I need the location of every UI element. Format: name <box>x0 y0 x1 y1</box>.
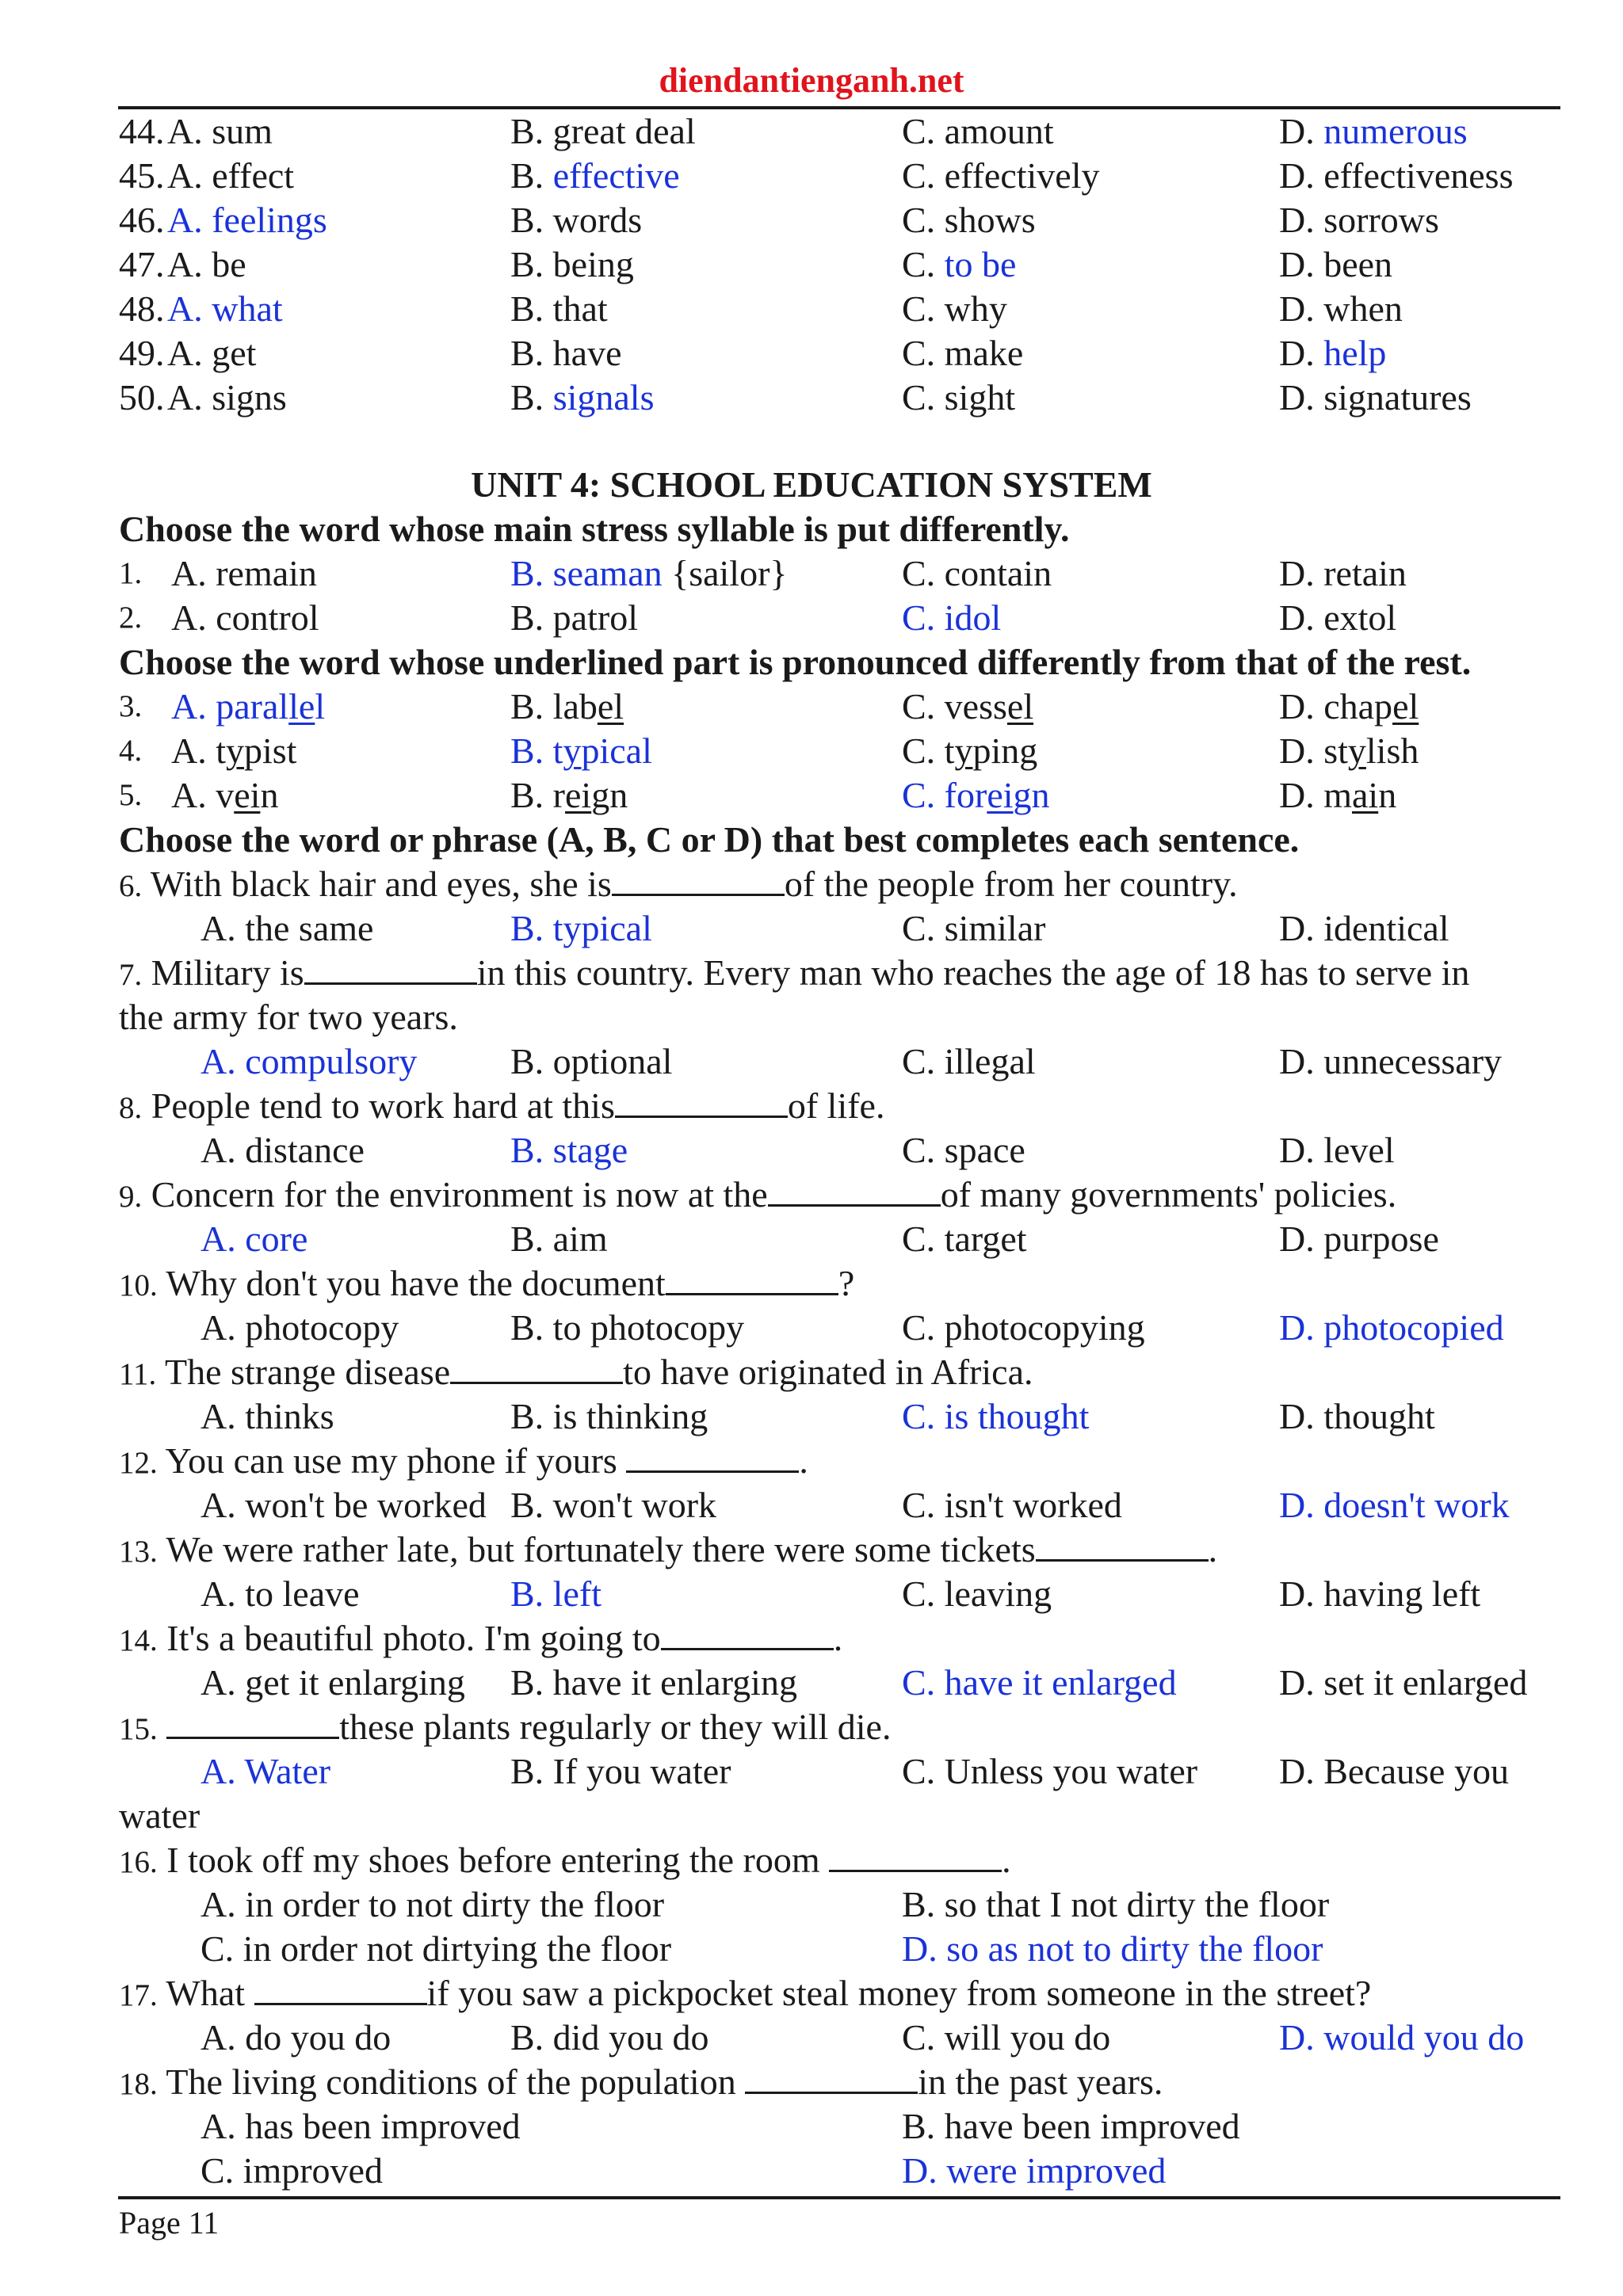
answer-blank <box>1036 1527 1209 1562</box>
answer-row <box>0 242 1623 287</box>
option-a: A. in order to not dirty the floor <box>200 1884 665 1924</box>
item-number: 48. <box>119 288 165 329</box>
option-b: B. won't work <box>510 1485 717 1525</box>
unit-title: UNIT 4: SCHOOL EDUCATION SYSTEM <box>471 464 1152 505</box>
option-a: A. signs <box>167 377 287 418</box>
option-c: C. to be <box>902 244 1017 284</box>
option-d: D. been <box>1279 244 1393 284</box>
option-b: B. signals <box>510 377 655 418</box>
option-b: B. so that I not dirty the floor <box>902 1884 1330 1924</box>
option-a: A. parallel <box>171 686 326 727</box>
question-options <box>0 551 1623 596</box>
item-number: 45. <box>119 155 165 196</box>
option-a: A. get <box>167 333 257 373</box>
option-b: B. is thinking <box>510 1396 708 1436</box>
option-a: A. photocopy <box>200 1307 399 1348</box>
option-d: D. stylish <box>1279 730 1419 771</box>
option-d: D. when <box>1279 288 1403 329</box>
option-a: A. do you do <box>200 2017 391 2058</box>
option-d: D. sorrows <box>1279 200 1439 240</box>
option-d: D. so as not to dirty the floor <box>902 1928 1323 1969</box>
item-number: 3. <box>119 689 143 723</box>
answer-blank <box>254 1971 427 2005</box>
answer-blank <box>304 951 477 985</box>
option-a: A. sum <box>167 111 273 151</box>
question-options <box>0 906 1623 951</box>
instruction-complete: Choose the word or phrase (A, B, C or D) that best completes each sentence. <box>119 819 1300 860</box>
answer-blank <box>666 1261 838 1295</box>
option-b: B. have <box>510 333 622 373</box>
footer-rule <box>118 2196 1560 2199</box>
option-a: A. has been improved <box>200 2106 521 2146</box>
option-a: A. remain <box>171 553 317 593</box>
item-number: 4. <box>119 734 143 768</box>
option-c: C. foreign <box>902 775 1050 815</box>
option-note: {sailor} <box>662 553 788 593</box>
answer-row <box>0 287 1623 331</box>
instruction-stress: Choose the word whose main stress syllable is put differently. <box>119 509 1070 549</box>
option-c: C. similar <box>902 908 1046 948</box>
option-b: B. effective <box>510 155 680 196</box>
option-c: C. make <box>902 333 1024 373</box>
question-stem: 8. People tend to work hard at this of life. <box>119 1085 885 1126</box>
option-b: B. If you water <box>510 1751 731 1791</box>
question-stem: 14. It's a beautiful photo. I'm going to . <box>119 1618 843 1658</box>
option-d: D. chapel <box>1279 686 1419 727</box>
question-stem: 15. these plants regularly or they will die. <box>119 1707 892 1747</box>
correct-answer: numerous <box>1323 111 1468 151</box>
item-number: 49. <box>119 333 165 373</box>
question-stem: 17. What if you saw a pickpocket steal money from someone in the street? <box>119 1973 1372 2013</box>
option-c: C. will you do <box>902 2017 1111 2058</box>
option-b: B. typical <box>510 908 652 948</box>
question-options <box>0 1039 1623 1084</box>
question-options <box>0 1217 1623 1261</box>
answer-blank <box>626 1439 799 1473</box>
item-number: 5. <box>119 778 143 812</box>
option-a: A. feelings <box>167 200 327 240</box>
option-b: B. being <box>510 244 634 284</box>
option-c: C. illegal <box>902 1041 1036 1081</box>
option-a: A. won't be worked <box>200 1485 487 1525</box>
option-a: A. Water <box>200 1751 331 1791</box>
item-number: 47. <box>119 244 165 284</box>
question-options <box>0 1927 1623 1971</box>
question-options <box>0 729 1623 773</box>
option-c: C. typing <box>902 730 1038 771</box>
option-b: B. have been improved <box>902 2106 1240 2146</box>
question-options <box>0 596 1623 640</box>
answer-blank <box>829 1838 1002 1872</box>
option-a: A. get it enlarging <box>200 1662 465 1703</box>
answer-blank <box>166 1705 339 1739</box>
correct-answer: help <box>1323 333 1387 373</box>
option-b: B. left <box>510 1573 601 1614</box>
option-b: B. words <box>510 200 643 240</box>
answer-blank <box>768 1173 941 1207</box>
option-b: B. typical <box>510 730 652 771</box>
option-c: C. Unless you water <box>902 1751 1198 1791</box>
option-a: A. be <box>167 244 246 284</box>
option-d: D. help <box>1279 333 1387 373</box>
option-c: C. improved <box>200 2150 383 2191</box>
option-b: B. have it enlarging <box>510 1662 797 1703</box>
option-c: C. contain <box>902 553 1052 593</box>
question-options <box>0 1483 1623 1527</box>
question-options <box>0 1306 1623 1350</box>
item-number: 2. <box>119 601 143 635</box>
site-title: diendantienganh.net <box>659 61 964 100</box>
answer-blank <box>661 1616 834 1650</box>
option-c: C. vessel <box>902 686 1034 727</box>
question-stem: 12. You can use my phone if yours . <box>119 1440 808 1481</box>
option-d: D. signatures <box>1279 377 1472 418</box>
option-b: B. to photocopy <box>510 1307 745 1348</box>
option-b: B. patrol <box>510 597 638 638</box>
option-d: D. identical <box>1279 908 1449 948</box>
question-options <box>0 2149 1623 2193</box>
option-d: D. doesn't work <box>1279 1485 1510 1525</box>
option-a: A. what <box>167 288 283 329</box>
item-number: 46. <box>119 200 165 240</box>
option-c: C. is thought <box>902 1396 1090 1436</box>
question-options <box>0 773 1623 818</box>
option-continued: water <box>119 1795 200 1836</box>
answer-row <box>0 198 1623 242</box>
question-stem: 6. With black hair and eyes, she is of the people from her country. <box>119 864 1238 904</box>
option-c: C. why <box>902 288 1007 329</box>
correct-answer: B. seaman <box>510 553 663 593</box>
option-a: A. thinks <box>200 1396 334 1436</box>
question-options <box>0 2016 1623 2060</box>
question-stem-continued: the army for two years. <box>119 997 458 1037</box>
question-stem: 13. We were rather late, but fortunately there were some tickets . <box>119 1529 1218 1569</box>
option-b: B. optional <box>510 1041 673 1081</box>
option-b: B. stage <box>510 1130 628 1170</box>
option-d: D. numerous <box>1279 111 1468 151</box>
instruction-pronunciation: Choose the word whose underlined part is pronounced differently from that of the rest. <box>119 642 1472 682</box>
question-options <box>0 1749 1623 1794</box>
question-options <box>0 1882 1623 1927</box>
question-stem: 10. Why don't you have the document ? <box>119 1263 855 1303</box>
option-c: C. leaving <box>902 1573 1052 1614</box>
question-stem: 16. I took off my shoes before entering the room . <box>119 1840 1011 1880</box>
question-options <box>0 1572 1623 1616</box>
question-options <box>0 685 1623 729</box>
question-options <box>0 2104 1623 2149</box>
option-d: D. purpose <box>1279 1219 1439 1259</box>
option-c: C. photocopying <box>902 1307 1145 1348</box>
option-d: D. Because you <box>1279 1751 1509 1791</box>
option-a: A. to leave <box>200 1573 360 1614</box>
answer-row <box>0 331 1623 376</box>
question-options <box>0 1661 1623 1705</box>
option-c: C. effectively <box>902 155 1100 196</box>
option-c: C. idol <box>902 597 1002 638</box>
correct-answer: to be <box>944 244 1017 284</box>
option-d: D. main <box>1279 775 1397 815</box>
option-a: A. compulsory <box>200 1041 418 1081</box>
answer-row <box>0 109 1623 154</box>
correct-answer: signals <box>552 377 655 418</box>
item-number: 50. <box>119 377 165 418</box>
option-b: B. reign <box>510 775 628 815</box>
option-d: D. having left <box>1279 1573 1481 1614</box>
option-d: D. thought <box>1279 1396 1435 1436</box>
option-d: D. level <box>1279 1130 1395 1170</box>
answer-blank <box>615 1084 788 1118</box>
option-a: A. core <box>200 1219 308 1259</box>
answer-row <box>0 376 1623 420</box>
answer-blank <box>745 2060 918 2094</box>
option-c: C. amount <box>902 111 1054 151</box>
option-c: C. have it enlarged <box>902 1662 1177 1703</box>
option-d: D. extol <box>1279 597 1397 638</box>
answer-blank <box>612 862 785 896</box>
option-d: D. unnecessary <box>1279 1041 1503 1081</box>
option-c: C. target <box>902 1219 1027 1259</box>
correct-answer: effective <box>552 155 680 196</box>
option-c: C. space <box>902 1130 1025 1170</box>
option-b: B. great deal <box>510 111 696 151</box>
option-a: A. typist <box>171 730 297 771</box>
option-c: C. isn't worked <box>902 1485 1122 1525</box>
option-d: D. were improved <box>902 2150 1167 2191</box>
option-b: B. did you do <box>510 2017 709 2058</box>
answer-row <box>0 154 1623 198</box>
page-number: Page 11 <box>119 2205 220 2241</box>
option-c: C. sight <box>902 377 1016 418</box>
option-b <box>510 551 787 596</box>
question-options <box>0 1128 1623 1173</box>
item-number: 44. <box>119 111 165 151</box>
question-options <box>0 1394 1623 1439</box>
option-a: A. vein <box>171 775 279 815</box>
question-stem: 18. The living conditions of the population in the past years. <box>119 2061 1163 2102</box>
question-stem: 11. The strange disease to have originated in Africa. <box>119 1352 1033 1392</box>
option-a: A. distance <box>200 1130 365 1170</box>
option-d: D. set it enlarged <box>1279 1662 1528 1703</box>
option-a: A. the same <box>200 908 374 948</box>
question-stem: 9. Concern for the environment is now at the of many governments' policies. <box>119 1174 1397 1215</box>
option-d: D. retain <box>1279 553 1407 593</box>
option-d: D. photocopied <box>1279 1307 1504 1348</box>
option-c: C. in order not dirtying the floor <box>200 1928 672 1969</box>
option-d: D. would you do <box>1279 2017 1525 2058</box>
option-b: B. that <box>510 288 608 329</box>
option-a: A. control <box>171 597 319 638</box>
answer-blank <box>450 1350 623 1384</box>
item-number: 1. <box>119 556 143 590</box>
option-a: A. effect <box>167 155 295 196</box>
option-b: B. aim <box>510 1219 608 1259</box>
question-stem: 7. Military is in this country. Every man who reaches the age of 18 has to serve in <box>119 952 1470 993</box>
option-b: B. label <box>510 686 624 727</box>
option-c: C. shows <box>902 200 1036 240</box>
option-d: D. effectiveness <box>1279 155 1514 196</box>
